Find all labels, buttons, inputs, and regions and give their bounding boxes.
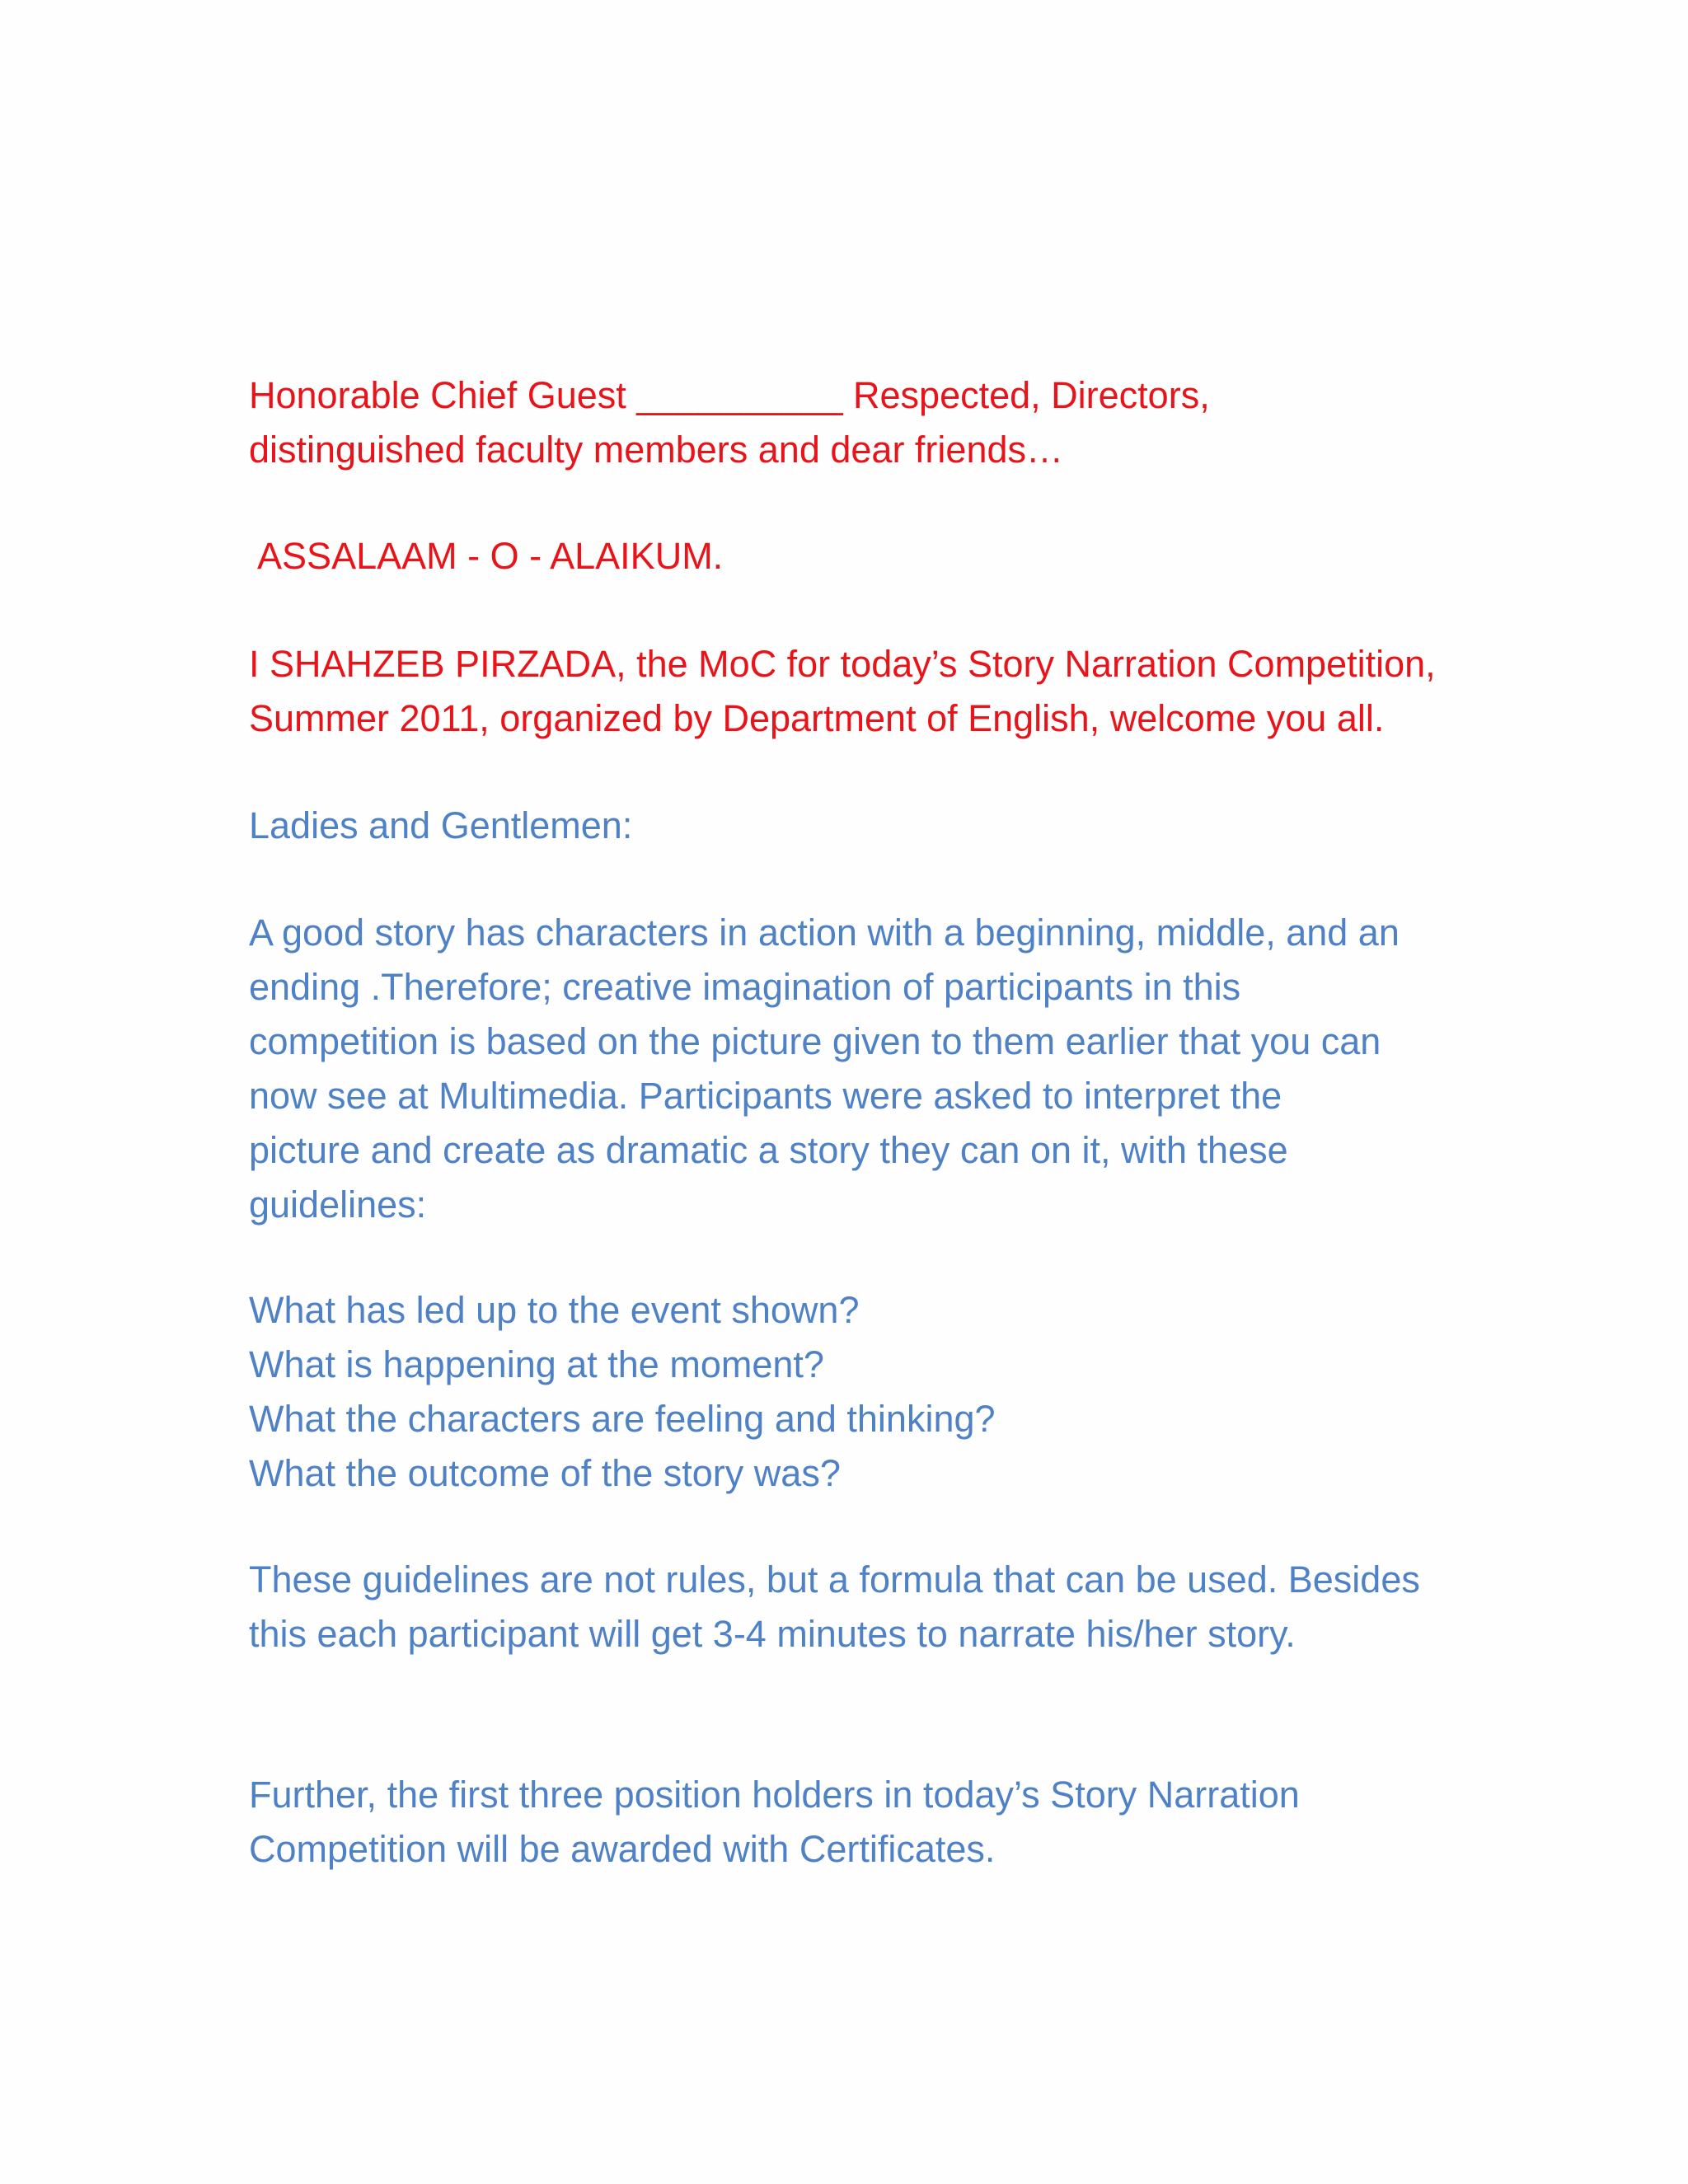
greeting-line-1: Honorable Chief Guest __________ Respected, Directors, xyxy=(249,374,1210,416)
story-line: A good story has characters in action with a beginning, middle, and an xyxy=(249,912,1400,954)
guideline-item: What has led up to the event shown? xyxy=(249,1289,860,1331)
greeting-line-2: distinguished faculty members and dear friends… xyxy=(249,429,1064,471)
awards-line-1: Further, the first three position holders in today’s Story Narration xyxy=(249,1774,1300,1816)
story-line: competition is based on the picture given to them earlier that you can xyxy=(249,1020,1381,1062)
introduction-line-2: Summer 2011, organized by Department of English, welcome you all. xyxy=(249,697,1385,739)
rules-paragraph xyxy=(249,1553,1535,1661)
greeting-block xyxy=(249,368,1535,477)
address-block xyxy=(249,799,1535,853)
rules-line-1: These guidelines are not rules, but a formula that can be used. Besides xyxy=(249,1558,1420,1601)
story-paragraph xyxy=(249,906,1535,1232)
story-line: ending .Therefore; creative imagination of participants in this xyxy=(249,966,1241,1008)
story-line: guidelines: xyxy=(249,1183,427,1226)
introduction-line-1: I SHAHZEB PIRZADA, the MoC for today’s Story Narration Competition, xyxy=(249,643,1436,685)
story-line: now see at Multimedia. Participants were asked to interpret the xyxy=(249,1075,1282,1117)
awards-paragraph xyxy=(249,1768,1535,1877)
introduction-block xyxy=(249,637,1535,746)
guideline-item: What the outcome of the story was? xyxy=(249,1452,841,1494)
address-line: Ladies and Gentlemen: xyxy=(249,804,633,846)
story-line: picture and create as dramatic a story they can on it, with these xyxy=(249,1129,1288,1171)
awards-line-2: Competition will be awarded with Certificates. xyxy=(249,1828,996,1870)
rules-line-2: this each participant will get 3-4 minutes to narrate his/her story. xyxy=(249,1613,1296,1655)
guideline-item: What is happening at the moment? xyxy=(249,1343,824,1385)
salutation-line: ASSALAAM - O - ALAIKUM. xyxy=(249,535,724,577)
guideline-item: What the characters are feeling and thinking? xyxy=(249,1398,996,1440)
guidelines-list xyxy=(249,1283,1535,1501)
salutation-block xyxy=(249,529,1535,583)
